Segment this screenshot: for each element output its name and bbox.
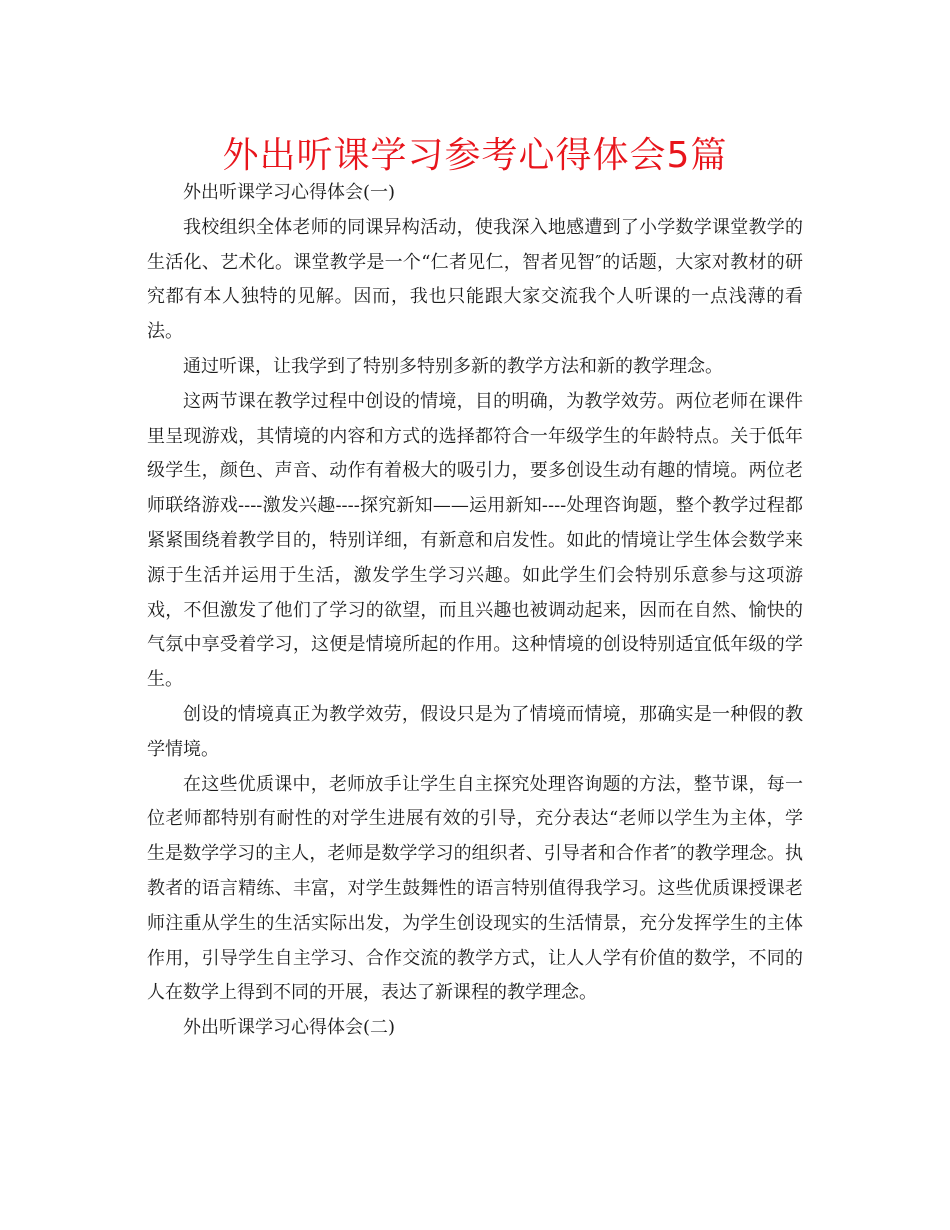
document-title: 外出听课学习参考心得体会5篇 [222,135,728,176]
section-heading-1: 外出听课学习心得体会(一) [183,182,396,203]
paragraph: 通过听课，让我学到了特别多特别多新的教学方法和新的教学理念。 [183,355,723,377]
section-heading-2: 外出听课学习心得体会(二) [183,1017,396,1039]
paragraph: 在这些优质课中，老师放手让学生自主探究处理咨询题的方法，整节课，每一位老师都特别有耐性的对学生进展有效的引导，充分表达“老师以学生为主体，学生是数学学习的主人，老师是数学学习的组织者、引导者和合作者″的教学理念。执教者的语言精练、丰富，对学生鼓舞性的语言特别值得我学习。这些优质课授课老师注重从学生的生活实际出发，为学生创设现实的生活情景，充分发挥学生的主体作用，引导学生自主学习、合作交流的教学方式，让人人学有价值的数学，不同的人在数学上得到不同的开展，表达了新课程的教学理念。 [147,773,803,1004]
paragraph: 我校组织全体老师的同课异构活动，使我深入地感遭到了小学数学课堂教学的生活化、艺术化。课堂教学是一个“仁者见仁，智者见智″的话题，大家对教材的研究都有本人独特的见解。因而，我也只能跟大家交流我个人听课的一点浅薄的看法。 [147,216,803,343]
paragraph: 创设的情境真正为教学效劳，假设只是为了情境而情境，那确实是一种假的教学情境。 [147,703,803,760]
paragraph: 这两节课在教学过程中创设的情境，目的明确，为教学效劳。两位老师在课件里呈现游戏，其情境的内容和方式的选择都符合一年级学生的年龄特点。关于低年级学生，颜色、声音、动作有着极大的吸引力，要多创设生动有趣的情境。两位老师联络游戏----激发兴趣----探究新知——运用新知----处理咨询题，整个教学过程都紧紧围绕着教学目的，特别详细，有新意和启发性。如此的情境让学生体会数学来源于生活并运用于生活，激发学生学习兴趣。如此学生们会特别乐意参与这项游戏，不但激发了他们了学习的欲望，而且兴趣也被调动起来，因而在自然、愉快的气氛中享受着学习，这便是情境所起的作用。这种情境的创设特别适宜低年级的学生。 [147,390,803,691]
document-body [147,176,803,1046]
